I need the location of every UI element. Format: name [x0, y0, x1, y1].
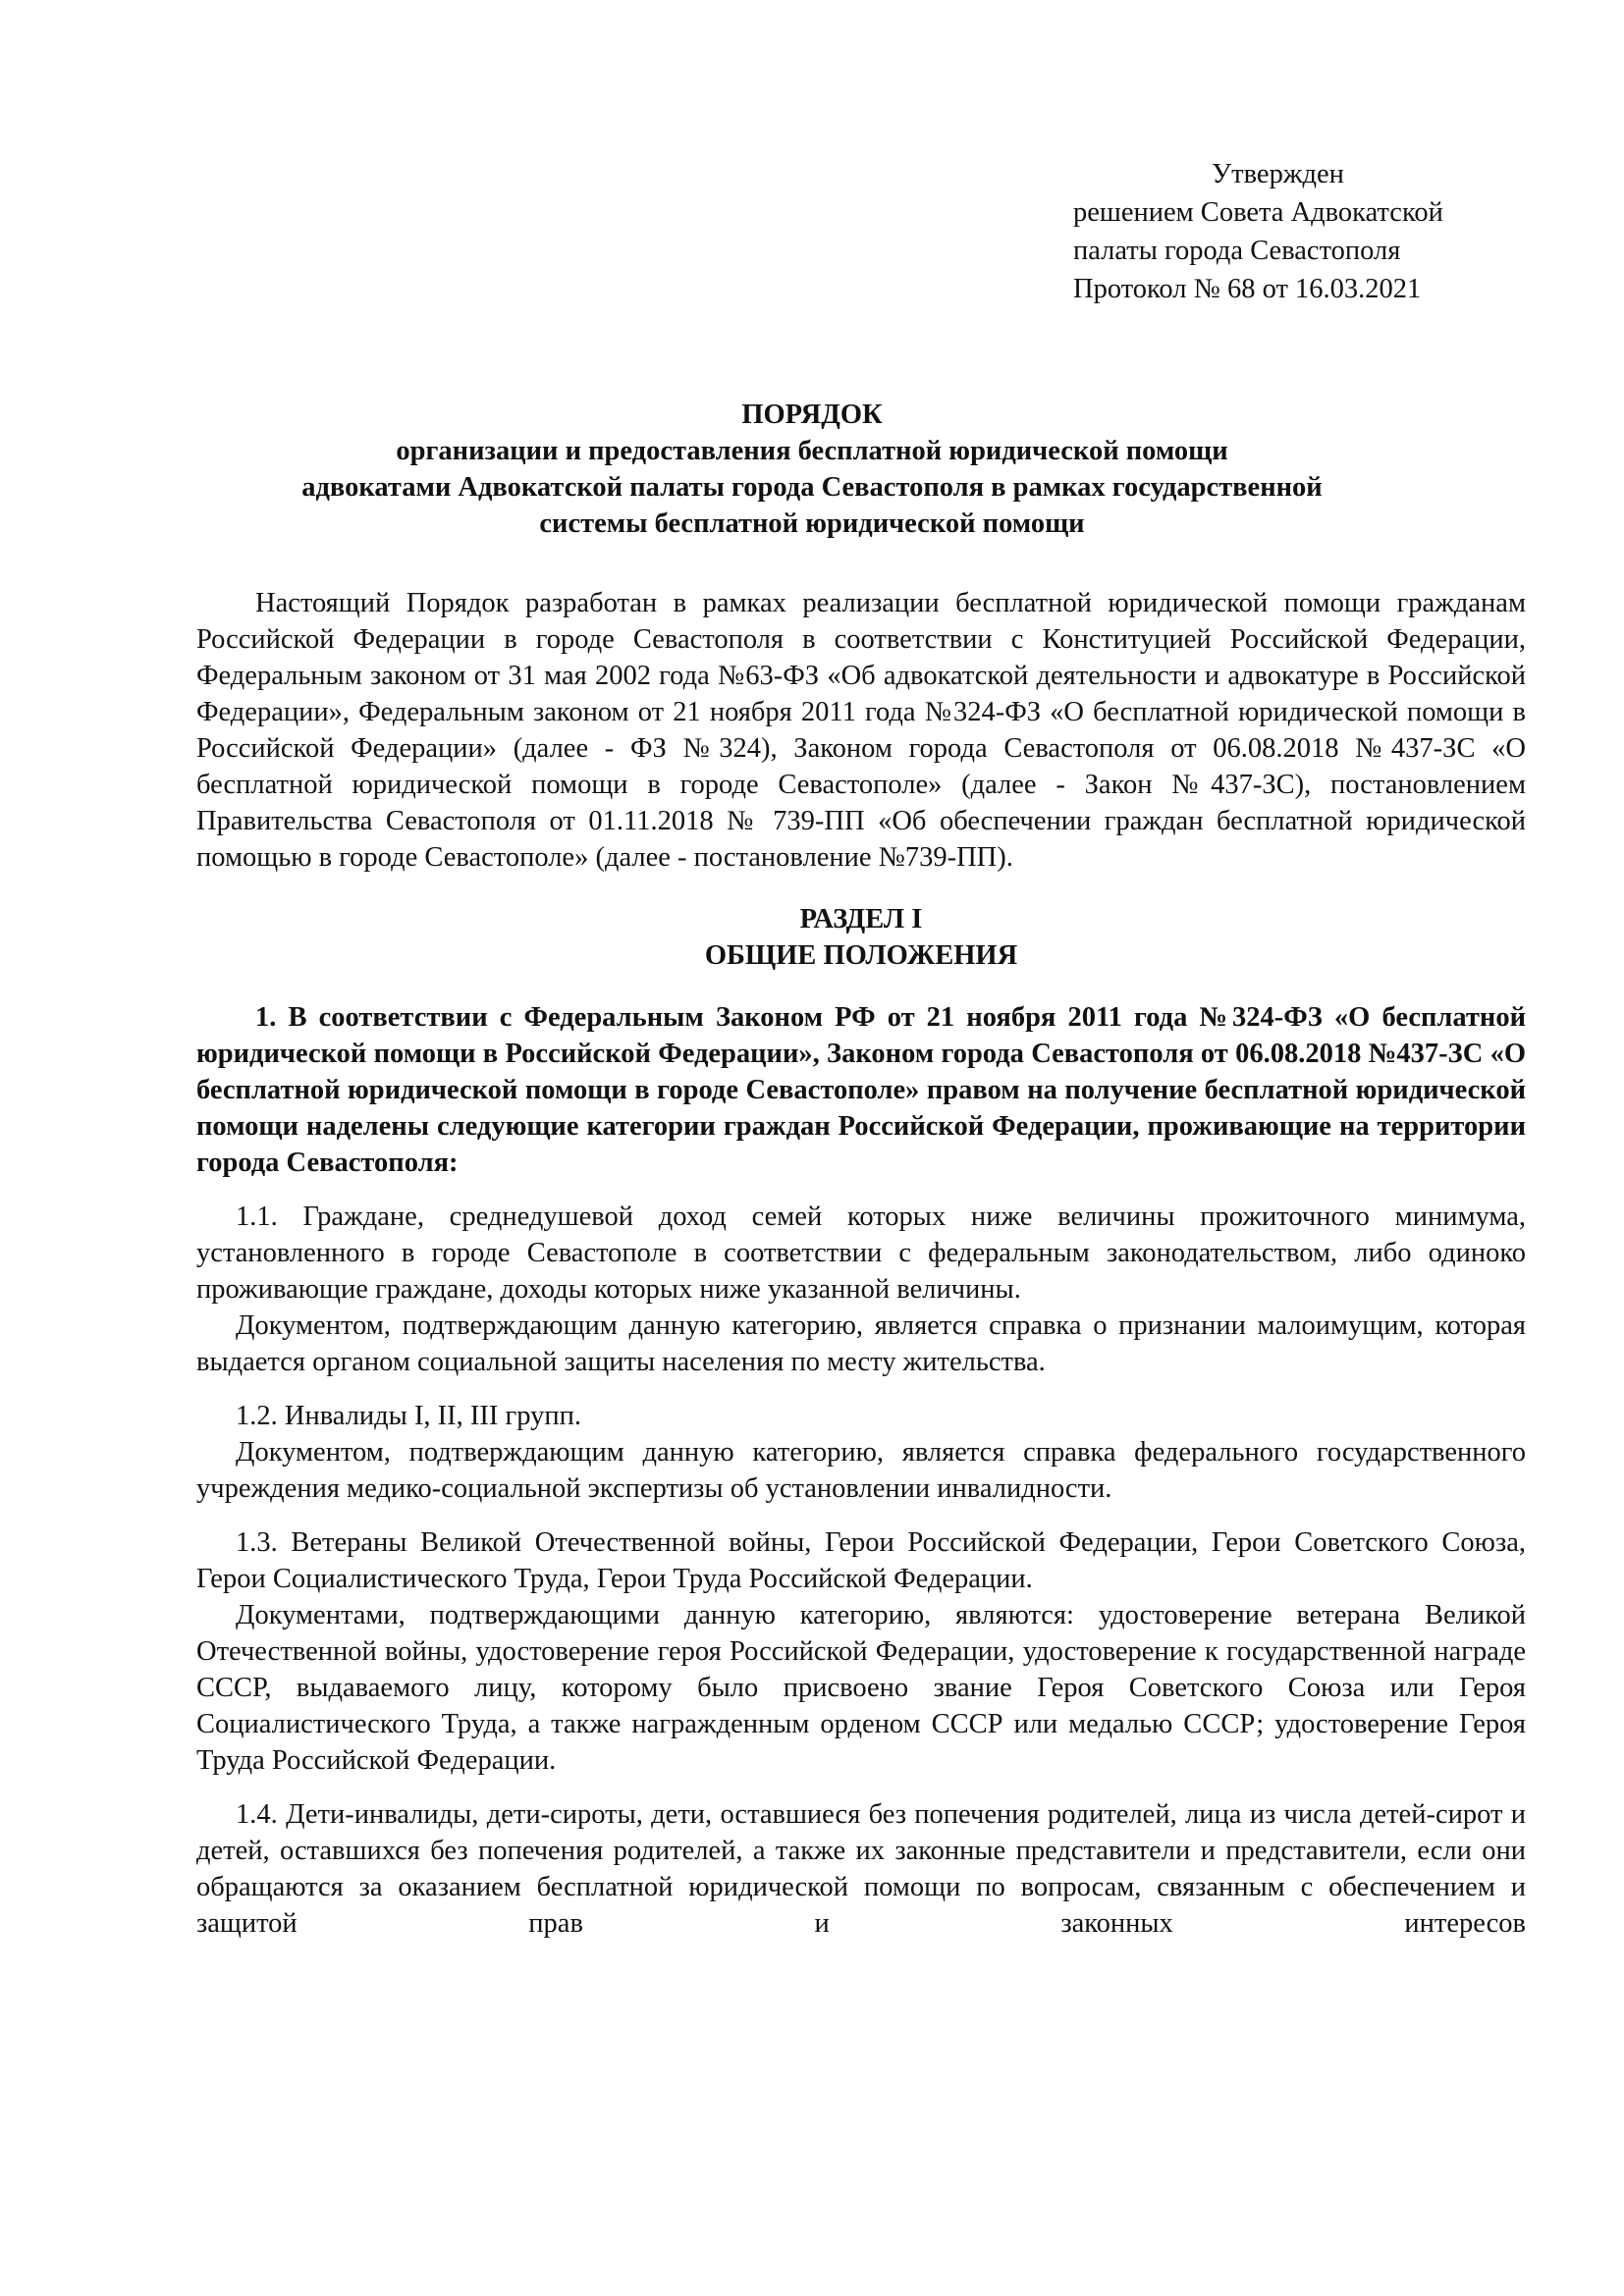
approval-line: Утвержден — [1212, 159, 1344, 189]
document-body — [196, 585, 1526, 1942]
item-1-3: 1.3. Ветераны Великой Отечественной войны, Герои Российской Федерации, Герои Советского Союза, Герои Социалистического Труда, Герои Труда Российской Федерации. — [196, 1527, 1526, 1594]
title-subtitle-line: системы бесплатной юридической помощи — [539, 508, 1085, 539]
section-number: РАЗДЕЛ I — [799, 904, 923, 934]
section-title: ОБЩИЕ ПОЛОЖЕНИЯ — [704, 940, 1018, 971]
item-1-3-document: Документами, подтверждающими данную категорию, являются: удостоверение ветерана Великой Отечественной войны, удостоверение героя Российской Федерации, удостоверение к государственной награде СССР, выдаваемого лицу, которому было присвоено звание Героя Советского Союза или Героя Социалистического Труда, а также награжденным орденом СССР или медалью СССР; удостоверение Героя Труда Российской Федерации. — [196, 1600, 1526, 1776]
title-subtitle-line: организации и предоставления бесплатной юридической помощи — [396, 436, 1228, 466]
clause-1: 1. В соответствии с Федеральным Законом РФ от 21 ноября 2011 года №324-ФЗ «О бесплатной юридической помощи в Российской Федерации», Законом города Севастополя от 06.08.2018 №437-ЗС «О бесплатной юридической помощи в городе Севастополе» правом на получение бесплатной юридической помощи наделены следующие категории граждан Российской Федерации, проживающие на территории города Севастополя: — [196, 1002, 1526, 1178]
title-subtitle-line: адвокатами Адвокатской палаты города Севастополя в рамках государственной — [301, 472, 1323, 503]
approval-line: решением Совета Адвокатской — [1073, 197, 1443, 228]
item-1-1-document: Документом, подтверждающим данную категорию, является справка о признании малоимущим, которая выдается органом социальной защиты населения по месту жительства. — [196, 1310, 1526, 1377]
approval-line: палаты города Севастополя — [1073, 236, 1401, 266]
approval-stamp — [1073, 155, 1564, 308]
item-1-2: 1.2. Инвалиды I, II, III групп. — [236, 1401, 581, 1431]
title-main: ПОРЯДОК — [741, 400, 883, 430]
approval-line: Протокол № 68 от 16.03.2021 — [1073, 274, 1422, 304]
item-1-2-document: Документом, подтверждающим данную категорию, является справка федерального государственного учреждения медико-социальной экспертизы об установлении инвалидности. — [196, 1437, 1526, 1504]
item-1-1: 1.1. Граждане, среднедушевой доход семей которых ниже величины прожиточного минимума, установленного в городе Севастополе в соответствии с федеральным законодательством, либо одиноко проживающие граждане, доходы которых ниже указанной величины. — [196, 1201, 1526, 1305]
item-1-4: 1.4. Дети-инвалиды, дети-сироты, дети, оставшиеся без попечения родителей, лица из числа детей-сирот и детей, оставшихся без попечения родителей, а также их законные представители и представители, если они обращаются за оказанием бесплатной юридической помощи по вопросам, связанным с обеспечением и защитой прав и законных интересов — [196, 1799, 1526, 1939]
document-title — [196, 397, 1428, 542]
intro-paragraph: Настоящий Порядок разработан в рамках реализации бесплатной юридической помощи гражданам Российской Федерации в городе Севастополя в соответствии с Конституцией Российской Федерации, Федеральным законом от 31 мая 2002 года №63-ФЗ «Об адвокатской деятельности и адвокатуре в Российской Федерации», Федеральным законом от 21 ноября 2011 года №324-ФЗ «О бесплатной юридической помощи в Российской Федерации» (далее - ФЗ №324), Законом города Севастополя от 06.08.2018 №437-ЗС «О бесплатной юридической помощи в городе Севастополе» (далее - Закон №437-ЗС), постановлением Правительства Севастополя от 01.11.2018 № 739-ПП «Об обеспечении граждан бесплатной юридической помощью в городе Севастополе» (далее - постановление №739-ПП). — [196, 588, 1526, 873]
